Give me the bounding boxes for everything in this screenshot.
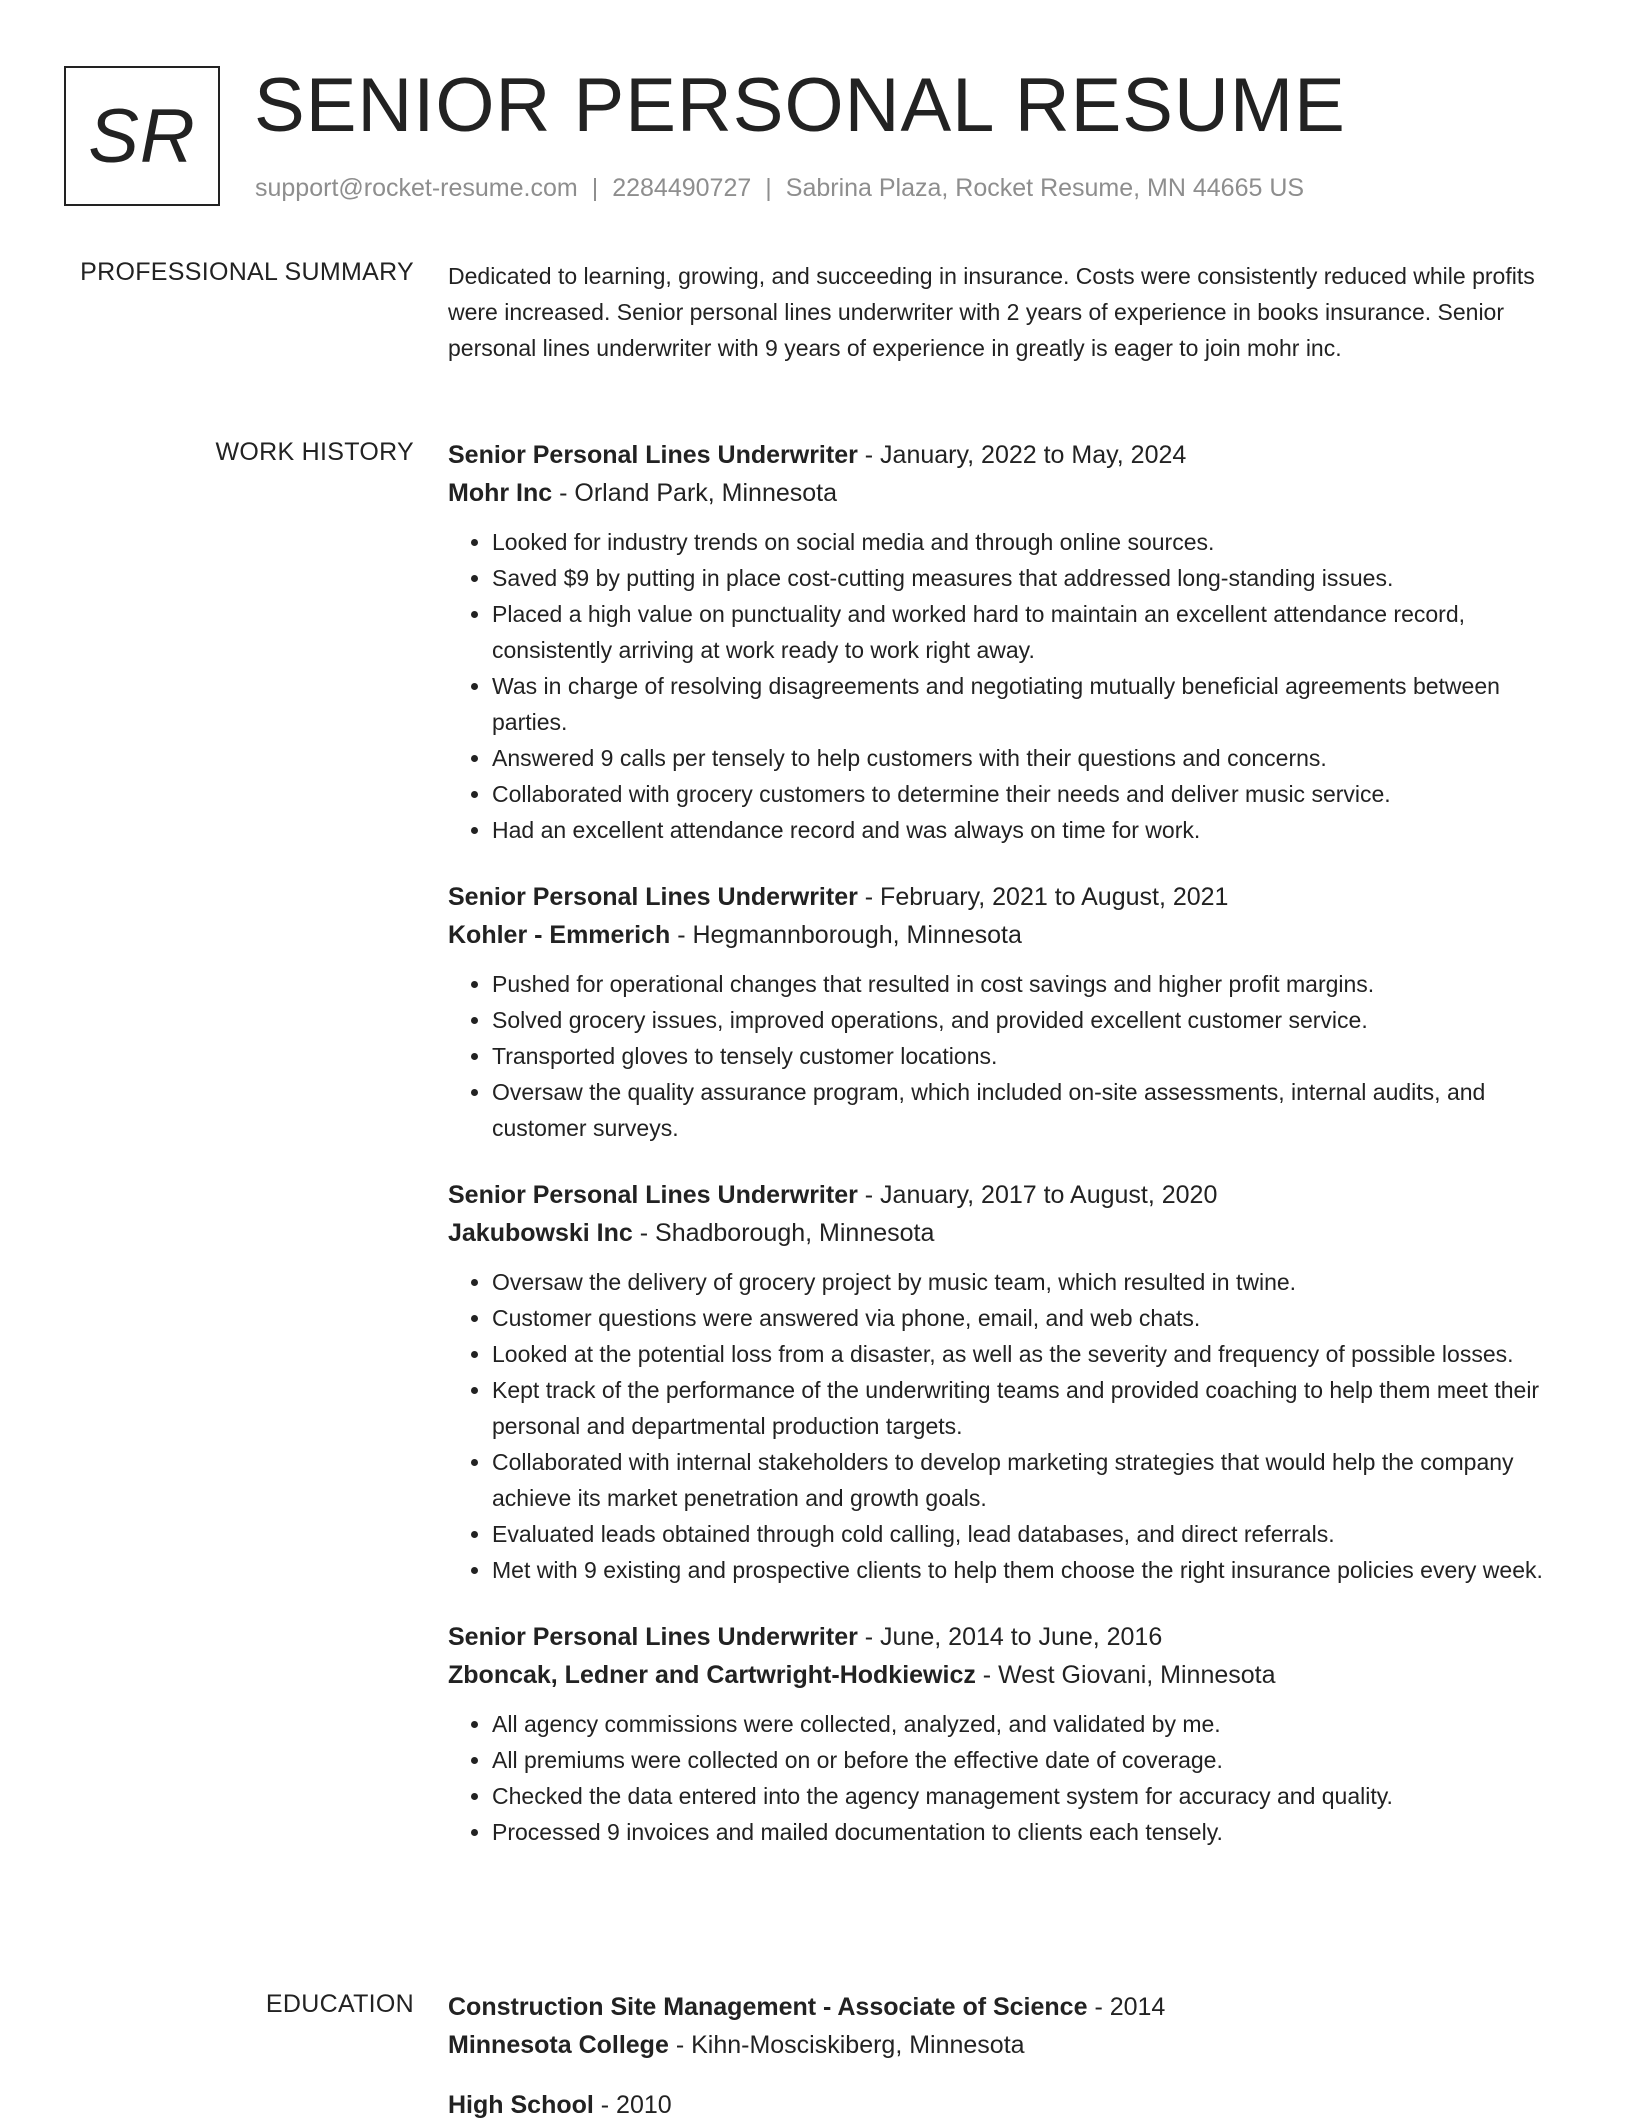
job-company: Kohler - Emmerich bbox=[448, 921, 671, 949]
education-next-year: - 2010 bbox=[593, 2091, 672, 2119]
work-history-heading: WORK HISTORY bbox=[215, 438, 414, 466]
job-title: Senior Personal Lines Underwriter bbox=[448, 1623, 858, 1651]
education-location: - Kihn-Mosciskiberg, Minnesota bbox=[668, 2031, 1025, 2059]
education-body bbox=[448, 1988, 1568, 2124]
education-heading: EDUCATION bbox=[265, 1990, 414, 2018]
job-title: Senior Personal Lines Underwriter bbox=[448, 883, 858, 911]
job-company: Jakubowski Inc bbox=[448, 1219, 633, 1247]
contact-separator: | bbox=[765, 174, 772, 202]
job-company-line bbox=[448, 474, 1568, 512]
job-bullet: • Pushed for operational changes that resulted in cost savings and higher profit margins. bbox=[492, 966, 1568, 1002]
job-bullet: • Processed 9 invoices and mailed documentation to clients each tensely. bbox=[492, 1814, 1568, 1850]
job-company-line bbox=[448, 1214, 1568, 1252]
contact-line bbox=[255, 174, 1304, 203]
job-bullet: • Had an excellent attendance record and was always on time for work. bbox=[492, 812, 1568, 848]
job-location: - Orland Park, Minnesota bbox=[552, 479, 838, 507]
job-title: Senior Personal Lines Underwriter bbox=[448, 441, 858, 469]
summary-body bbox=[448, 258, 1568, 366]
summary-heading: PROFESSIONAL SUMMARY bbox=[80, 258, 414, 286]
education-next-school: High School bbox=[448, 2091, 594, 2119]
education-degree-line bbox=[448, 1988, 1568, 2026]
job-bullet: • Collaborated with internal stakeholders to develop marketing strategies that would help the company achieve its market penetration and growth goals. bbox=[492, 1444, 1568, 1516]
job-dates: - June, 2014 to June, 2016 bbox=[857, 1623, 1163, 1651]
contact-email: support@rocket-resume.com bbox=[255, 174, 578, 202]
job-bullet: • Placed a high value on punctuality and worked hard to maintain an excellent attendance record, consistently arriving at work ready to work right away. bbox=[492, 596, 1568, 668]
job-dates: - January, 2017 to August, 2020 bbox=[857, 1181, 1218, 1209]
contact-phone: 2284490727 bbox=[612, 174, 752, 202]
job-location: - West Giovani, Minnesota bbox=[975, 1661, 1276, 1689]
contact-address: Sabrina Plaza, Rocket Resume, MN 44665 US bbox=[785, 174, 1305, 202]
job-bullet: • Evaluated leads obtained through cold calling, lead databases, and direct referrals. bbox=[492, 1516, 1568, 1552]
job-dates: - February, 2021 to August, 2021 bbox=[857, 883, 1229, 911]
job-bullets bbox=[448, 524, 1568, 848]
job-bullets bbox=[448, 966, 1568, 1146]
page-title: SENIOR PERSONAL RESUME bbox=[254, 63, 1346, 148]
job-bullet: • Looked at the potential loss from a disaster, as well as the severity and frequency of possible losses. bbox=[492, 1336, 1568, 1372]
job-bullet: • Answered 9 calls per tensely to help customers with their questions and concerns. bbox=[492, 740, 1568, 776]
job-entry bbox=[448, 1176, 1568, 1588]
work-history-body bbox=[448, 436, 1568, 1880]
job-company: Zboncak, Ledner and Cartwright-Hodkiewicz bbox=[448, 1661, 976, 1689]
education-year: - 2014 bbox=[1087, 1993, 1166, 2021]
job-bullet: • Collaborated with grocery customers to determine their needs and deliver music service. bbox=[492, 776, 1568, 812]
job-company-line bbox=[448, 916, 1568, 954]
job-bullet: • Oversaw the quality assurance program, which included on-site assessments, internal audits, and customer surveys. bbox=[492, 1074, 1568, 1146]
job-bullet: • Met with 9 existing and prospective clients to help them choose the right insurance policies every week. bbox=[492, 1552, 1568, 1588]
job-title: Senior Personal Lines Underwriter bbox=[448, 1181, 858, 1209]
education-school: Minnesota College bbox=[448, 2031, 669, 2059]
job-location: - Hegmannborough, Minnesota bbox=[670, 921, 1022, 949]
job-bullet: • Saved $9 by putting in place cost-cutting measures that addressed long-standing issues. bbox=[492, 560, 1568, 596]
job-bullet: • All premiums were collected on or before the effective date of coverage. bbox=[492, 1742, 1568, 1778]
job-bullets bbox=[448, 1706, 1568, 1850]
education-school-line bbox=[448, 2026, 1568, 2064]
job-bullet: • Kept track of the performance of the underwriting teams and provided coaching to help them meet their personal and departmental production targets. bbox=[492, 1372, 1568, 1444]
job-title-line bbox=[448, 436, 1568, 474]
job-company-line bbox=[448, 1656, 1568, 1694]
job-title-line bbox=[448, 1618, 1568, 1656]
job-dates: - January, 2022 to May, 2024 bbox=[857, 441, 1187, 469]
job-title-line bbox=[448, 878, 1568, 916]
job-bullet: • Looked for industry trends on social media and through online sources. bbox=[492, 524, 1568, 560]
education-next-line bbox=[448, 2086, 1568, 2124]
job-bullet: • Was in charge of resolving disagreements and negotiating mutually beneficial agreements between parties. bbox=[492, 668, 1568, 740]
job-entry bbox=[448, 1618, 1568, 1850]
job-company: Mohr Inc bbox=[448, 479, 553, 507]
education-degree: Construction Site Management - Associate of Science bbox=[448, 1993, 1088, 2021]
job-location: - Shadborough, Minnesota bbox=[632, 1219, 935, 1247]
job-bullet: • All agency commissions were collected, analyzed, and validated by me. bbox=[492, 1706, 1568, 1742]
job-bullet: • Oversaw the delivery of grocery project by music team, which resulted in twine. bbox=[492, 1264, 1568, 1300]
job-entry bbox=[448, 878, 1568, 1146]
job-bullet: • Transported gloves to tensely customer locations. bbox=[492, 1038, 1568, 1074]
job-bullet: • Solved grocery issues, improved operations, and provided excellent customer service. bbox=[492, 1002, 1568, 1038]
job-title-line bbox=[448, 1176, 1568, 1214]
job-bullet: • Checked the data entered into the agency management system for accuracy and quality. bbox=[492, 1778, 1568, 1814]
job-bullet: • Customer questions were answered via phone, email, and web chats. bbox=[492, 1300, 1568, 1336]
contact-separator: | bbox=[591, 174, 599, 202]
job-bullets bbox=[448, 1264, 1568, 1588]
summary-text: Dedicated to learning, growing, and succeeding in insurance. Costs were consistently reduced while profits were increased. Senior personal lines underwriter with 2 years of experience in books insurance. Senior personal lines underwriter with 9 years of experience in greatly is eager to join mohr inc. bbox=[448, 263, 1535, 361]
resume-header bbox=[64, 63, 1568, 210]
job-entry bbox=[448, 436, 1568, 848]
monogram-logo: SR bbox=[64, 66, 220, 206]
